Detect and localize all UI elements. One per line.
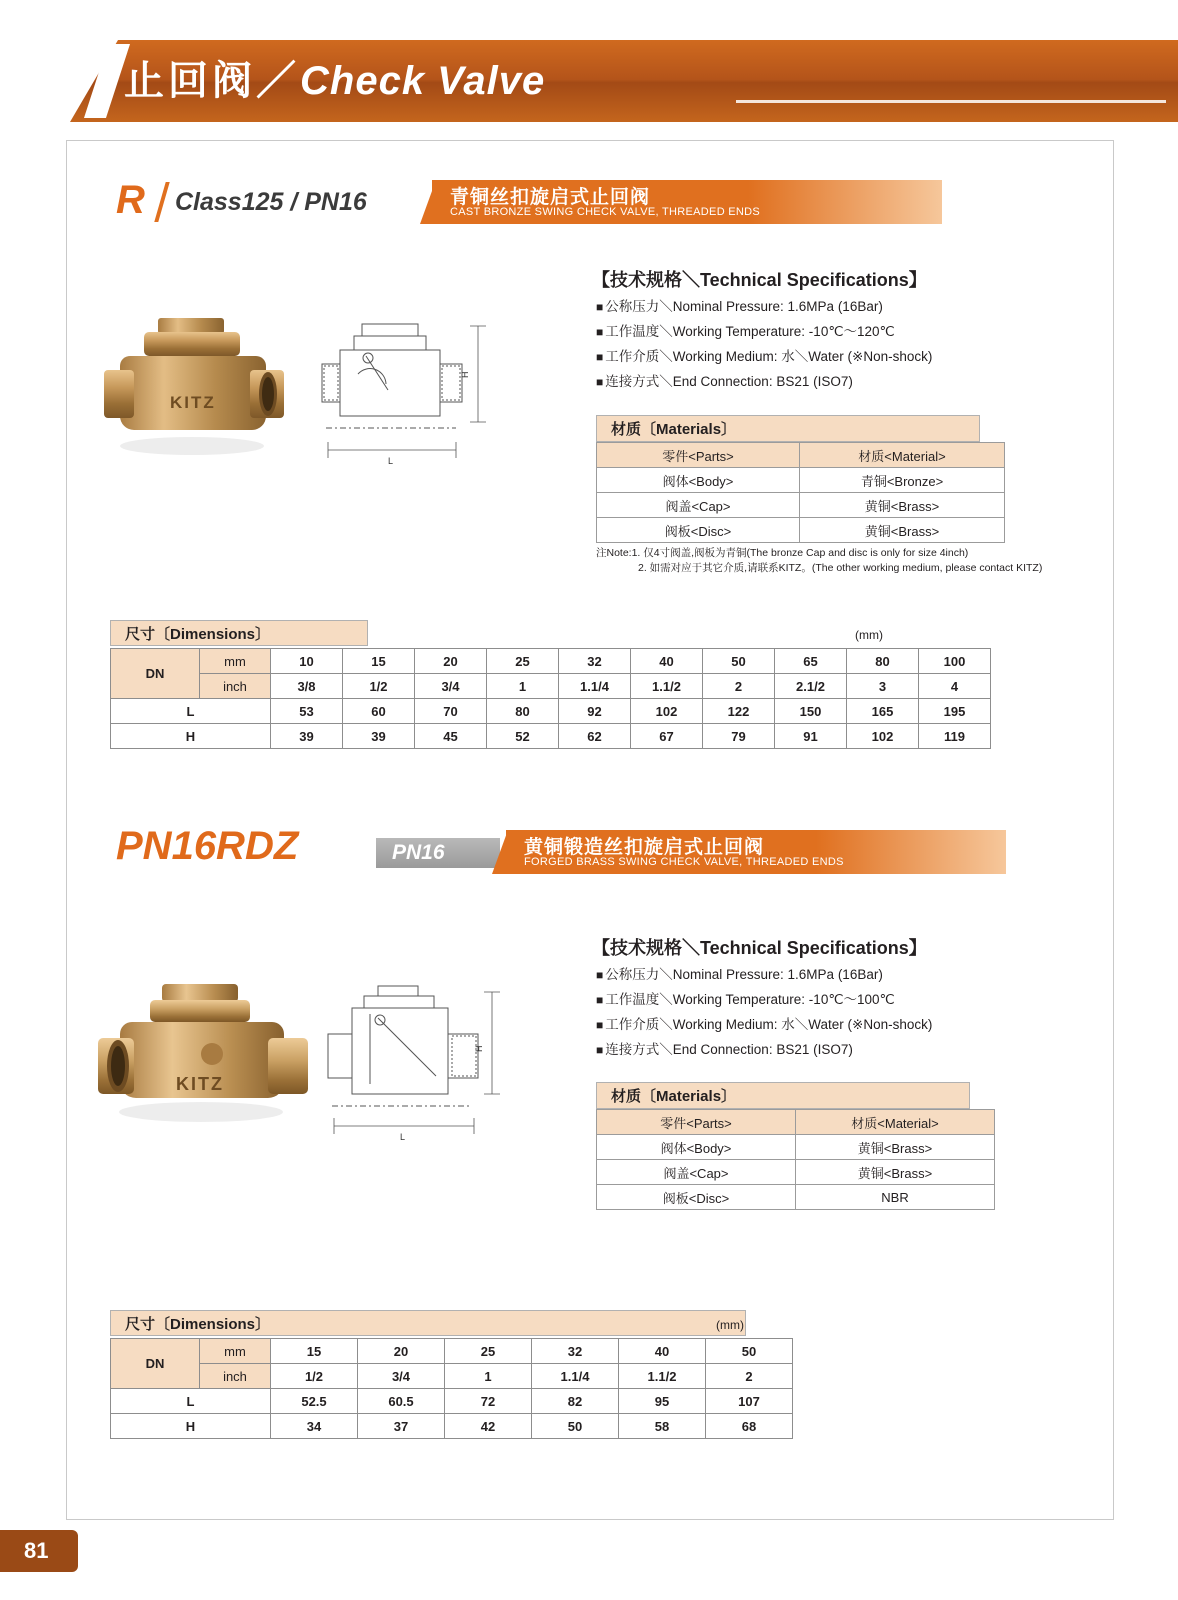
section-2-dim-mm-label: mm [200,1339,271,1364]
section-1-spec-text-3: 连接方式＼End Connection: BS21 (ISO7) [605,374,853,389]
table-row [111,649,991,674]
svg-text:KITZ: KITZ [170,393,216,412]
section-1-dim-inch-7: 2.1/2 [775,674,847,699]
svg-text:H: H [474,1045,484,1052]
table-row [111,1364,793,1389]
section-1-dim-inch-3: 1 [487,674,559,699]
section-2-mat-value-0: 黄铜<Brass> [796,1135,995,1160]
section-1-band-wedge [420,180,436,224]
section-1-dim-inch-5: 1.1/2 [631,674,703,699]
section-2-pn-band [376,838,500,868]
section-1-dimensions-unit: (mm) [855,628,883,642]
section-2-dim-l-4: 95 [619,1389,706,1414]
section-2-dim-l-3: 82 [532,1389,619,1414]
page-title [124,48,545,114]
section-2-mat-part-1: 阀盖<Cap> [597,1160,796,1185]
section-2-title-en: FORGED BRASS SWING CHECK VALVE, THREADED ENDS [524,856,844,868]
section-2-dim-mm-2: 25 [445,1339,532,1364]
section-2-spec-item-0: ■ 公称压力＼Nominal Pressure: 1.6MPa (16Bar) [596,967,883,982]
section-2-title-band [506,830,1006,874]
table-row [111,674,991,699]
table-row [111,699,991,724]
section-1-dim-l-9: 195 [919,699,991,724]
section-1-dim-inch-4: 1.1/4 [559,674,631,699]
section-1-dim-mm-5: 40 [631,649,703,674]
section-1-dim-h-9: 119 [919,724,991,749]
section-2-dim-h-4: 58 [619,1414,706,1439]
section-2-dim-h-0: 34 [271,1414,358,1439]
section-2-product-photo [96,968,311,1158]
section-1-mat-header-1: 材质<Material> [800,443,1005,468]
section-2-dimensions-table [110,1338,793,1439]
section-1-title-en: CAST BRONZE SWING CHECK VALVE, THREADED ENDS [450,206,761,218]
section-1-mat-value-0: 青铜<Bronze> [800,468,1005,493]
section-2-mat-value-2: NBR [796,1185,995,1210]
section-1-dim-l-5: 102 [631,699,703,724]
section-2-dimensions-unit: (mm) [716,1318,744,1332]
table-row [597,468,1005,493]
table-row [597,1135,995,1160]
section-1-materials-table [596,442,1005,543]
section-2-dim-inch-3: 1.1/4 [532,1364,619,1389]
section-2-spec-item-3: ■ 连接方式＼End Connection: BS21 (ISO7) [596,1042,853,1057]
section-1-dim-l-8: 165 [847,699,919,724]
section-1-dim-mm-1: 15 [343,649,415,674]
section-2-dim-mm-4: 40 [619,1339,706,1364]
section-1-dim-l-6: 122 [703,699,775,724]
section-2-dim-h-2: 42 [445,1414,532,1439]
section-1-dim-inch-0: 3/8 [271,674,343,699]
section-1-dim-inch-6: 2 [703,674,775,699]
section-2-mat-header-0: 零件<Parts> [597,1110,796,1135]
section-2-dim-mm-1: 20 [358,1339,445,1364]
section-2-dim-h-3: 50 [532,1414,619,1439]
section-1-spec-text-1: 工作温度＼Working Temperature: -10℃～120℃ [605,324,895,339]
page-title-cn: 止回阀／ [124,59,300,103]
section-2-dim-inch-5: 2 [706,1364,793,1389]
section-2-dim-l-5: 107 [706,1389,793,1414]
section-1-spec-text-2: 工作介质＼Working Medium: 水＼Water (※Non-shock) [605,349,933,364]
section-1-dim-h-6: 79 [703,724,775,749]
section-1-dim-l-2: 70 [415,699,487,724]
section-2-dim-l-0: 52.5 [271,1389,358,1414]
section-2-code: PN16RDZ [116,824,299,868]
section-2-mat-header-1: 材质<Material> [796,1110,995,1135]
section-2-technical-drawing [318,978,518,1148]
section-1-dim-h-1: 39 [343,724,415,749]
svg-text:L: L [388,456,394,466]
header-rule [736,100,1166,103]
section-1-dim-inch-1: 1/2 [343,674,415,699]
section-2-dim-inch-label: inch [200,1364,271,1389]
section-2-dim-l-1: 60.5 [358,1389,445,1414]
section-1-dim-l-1: 60 [343,699,415,724]
section-1-dim-mm-4: 32 [559,649,631,674]
table-row [597,1185,995,1210]
section-1-dim-inch-label: inch [200,674,271,699]
section-1-dim-mm-7: 65 [775,649,847,674]
section-2-dim-l-2: 72 [445,1389,532,1414]
section-1-dim-l-0: 53 [271,699,343,724]
section-2-dim-dn-label: DN [111,1339,200,1389]
section-1-dim-mm-6: 50 [703,649,775,674]
section-1-dim-h-2: 45 [415,724,487,749]
table-row [597,443,1005,468]
section-1-spec-item-1: ■ 工作温度＼Working Temperature: -10℃～120℃ [596,324,895,339]
table-row [597,518,1005,543]
table-row [111,1339,793,1364]
section-1-dim-inch-8: 3 [847,674,919,699]
section-2-dim-inch-2: 1 [445,1364,532,1389]
table-row [111,724,991,749]
section-1-dim-h-7: 91 [775,724,847,749]
table-row [111,1389,793,1414]
section-1-product-photo [100,300,300,480]
section-2-dim-inch-0: 1/2 [271,1364,358,1389]
section-2-dim-mm-0: 15 [271,1339,358,1364]
section-1-dim-h-label: H [111,724,271,749]
section-1-spec-item-3: ■ 连接方式＼End Connection: BS21 (ISO7) [596,374,853,389]
section-1-dim-mm-0: 10 [271,649,343,674]
section-1-mat-value-1: 黄铜<Brass> [800,493,1005,518]
section-2-band-wedge [492,830,508,874]
section-2-title-cn: 黄铜锻造丝扣旋启式止回阀 [524,837,765,858]
section-2-dim-h-5: 68 [706,1414,793,1439]
section-1-dim-h-0: 39 [271,724,343,749]
section-1-dim-mm-label: mm [200,649,271,674]
section-1-dim-inch-2: 3/4 [415,674,487,699]
section-1-dim-dn-label: DN [111,649,200,699]
section-1-mat-part-0: 阀体<Body> [597,468,800,493]
section-2-dim-h-label: H [111,1414,271,1439]
section-1-note-1: 2. 如需对应于其它介质,请联系KITZ。(The other working medium, please contact KITZ) [638,562,1043,574]
section-2-dim-l-label: L [111,1389,271,1414]
section-1-dim-h-5: 67 [631,724,703,749]
section-1-dim-mm-9: 100 [919,649,991,674]
page-title-en: Check Valve [300,59,546,103]
section-1-mat-part-2: 阀板<Disc> [597,518,800,543]
svg-text:H: H [460,371,470,378]
section-1-materials-title: 材质〔Materials〕 [596,415,980,442]
section-1-code: R [116,178,145,222]
section-1-spec-title: 【技术规格＼Technical Specifications】 [592,270,927,290]
section-1-mat-value-2: 黄铜<Brass> [800,518,1005,543]
section-1-dim-l-label: L [111,699,271,724]
section-1-class-label: Class125 / PN16 [175,188,367,216]
page-number: 81 [24,1538,49,1563]
section-2-dim-inch-4: 1.1/2 [619,1364,706,1389]
section-2-dim-mm-3: 32 [532,1339,619,1364]
section-2-spec-title: 【技术规格＼Technical Specifications】 [592,938,927,958]
section-2-spec-item-2: ■ 工作介质＼Working Medium: 水＼Water (※Non-shock) [596,1017,933,1032]
section-1-dim-mm-8: 80 [847,649,919,674]
table-row [597,1160,995,1185]
page-header [0,40,1178,122]
section-2-spec-item-1: ■ 工作温度＼Working Temperature: -10℃～100℃ [596,992,895,1007]
section-2-materials-title: 材质〔Materials〕 [596,1082,970,1109]
section-2-pn-label: PN16 [392,841,445,864]
section-1-title-band [432,180,942,224]
section-2-mat-part-0: 阀体<Body> [597,1135,796,1160]
section-2-dim-h-1: 37 [358,1414,445,1439]
section-1-dim-mm-3: 25 [487,649,559,674]
section-2-spec-text-1: 工作温度＼Working Temperature: -10℃～100℃ [605,992,895,1007]
section-1-dim-l-7: 150 [775,699,847,724]
table-row [597,1110,995,1135]
section-1-spec-item-2: ■ 工作介质＼Working Medium: 水＼Water (※Non-shock) [596,349,933,364]
section-1-mat-part-1: 阀盖<Cap> [597,493,800,518]
section-1-note-0: 注Note:1. 仅4寸阀盖,阀板为青铜(The bronze Cap and disc is only for size 4inch) [596,547,969,559]
section-1-dim-l-4: 92 [559,699,631,724]
section-1-dim-h-3: 52 [487,724,559,749]
section-1-dimensions-table [110,648,991,749]
section-1-mat-header-0: 零件<Parts> [597,443,800,468]
section-2-materials-table [596,1109,995,1210]
section-2-dimensions-title: 尺寸〔Dimensions〕 [110,1310,746,1336]
section-2-mat-part-2: 阀板<Disc> [597,1185,796,1210]
section-2-spec-text-2: 工作介质＼Working Medium: 水＼Water (※Non-shock) [605,1017,933,1032]
svg-text:L: L [400,1132,406,1142]
section-1-dim-h-4: 62 [559,724,631,749]
section-1-technical-drawing [318,308,518,473]
table-row [111,1414,793,1439]
section-1-title-cn: 青铜丝扣旋启式止回阀 [450,187,651,208]
section-1-dim-mm-2: 20 [415,649,487,674]
section-1-dim-l-3: 80 [487,699,559,724]
section-1-spec-text-0: 公称压力＼Nominal Pressure: 1.6MPa (16Bar) [605,299,883,314]
table-row [597,493,1005,518]
section-2-spec-text-3: 连接方式＼End Connection: BS21 (ISO7) [605,1042,853,1057]
svg-text:KITZ: KITZ [176,1074,224,1094]
section-1-dim-inch-9: 4 [919,674,991,699]
section-2-dim-inch-1: 3/4 [358,1364,445,1389]
section-1-dimensions-title: 尺寸〔Dimensions〕 [110,620,368,646]
section-1-dim-h-8: 102 [847,724,919,749]
section-2-mat-value-1: 黄铜<Brass> [796,1160,995,1185]
section-2-spec-text-0: 公称压力＼Nominal Pressure: 1.6MPa (16Bar) [605,967,883,982]
section-1-spec-item-0: ■ 公称压力＼Nominal Pressure: 1.6MPa (16Bar) [596,299,883,314]
section-2-dim-mm-5: 50 [706,1339,793,1364]
